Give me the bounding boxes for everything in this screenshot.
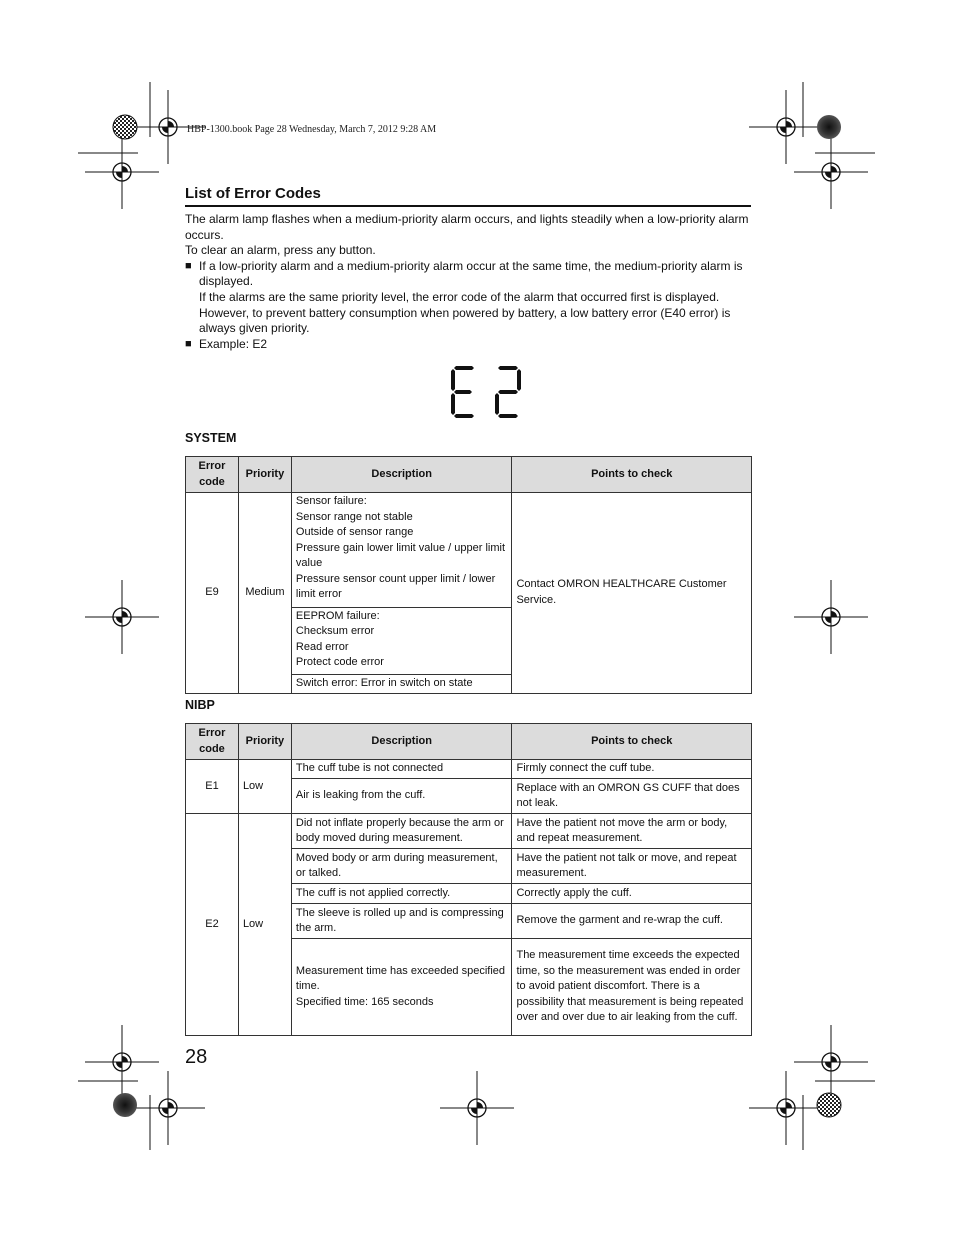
description-cell: Sensor failure: Sensor range not stable Outside of sensor range Pressure gain lower limit value / upper limit value Pressure sensor count upper limit / lower limit error (291, 493, 512, 608)
registration-mark-icon (749, 1071, 823, 1145)
intro-paragraph-2: To clear an alarm, press any button. (185, 243, 376, 258)
col-header-points: Points to check (512, 724, 752, 760)
description-cell: Air is leaking from the cuff. (291, 779, 512, 814)
description-cell: EEPROM failure: Checksum error Read error Protect code error (291, 607, 512, 674)
description-cell: Measurement time has exceeded specified time. Specified time: 165 seconds (291, 939, 512, 1036)
priority-cell: Medium (238, 493, 291, 694)
nibp-heading: NIBP (185, 698, 215, 712)
col-header-description: Description (291, 457, 512, 493)
bullet-priority-line-2: If the alarms are the same priority level, the error code of the alarm that occurred first is displayed. However, to prevent battery consumption when powered by battery, a low battery error (E40 error) is always given priority. (199, 289, 731, 336)
registration-mark-icon (85, 580, 159, 654)
description-cell: Switch error: Error in switch on state (291, 674, 512, 693)
system-heading: SYSTEM (185, 431, 237, 445)
error-code-cell: E9 (186, 493, 239, 694)
registration-mark-icon (440, 1071, 514, 1145)
points-cell: Have the patient not talk or move, and repeat measurement. (512, 849, 752, 884)
description-cell: The cuff tube is not connected (291, 760, 512, 779)
col-header-error-code: Error code (186, 724, 239, 760)
points-cell: Have the patient not move the arm or body, and repeat measurement. (512, 814, 752, 849)
col-header-priority: Priority (238, 457, 291, 493)
bullet-square-icon: ■ (185, 337, 192, 350)
star-target-icon (113, 115, 137, 139)
print-header: HBP-1300.book Page 28 Wednesday, March 7, 2012 9:28 AM (187, 124, 437, 135)
col-header-error-code: Error code (186, 457, 239, 493)
registration-mark-icon (131, 90, 205, 164)
priority-cell: Low (238, 760, 291, 814)
registration-mark-icon (85, 1025, 159, 1099)
points-cell: Correctly apply the cuff. (512, 884, 752, 904)
bullet-priority-line-1: If a low-priority alarm and a medium-priority alarm occur at the same time, the medium-priority alarm is displayed. (199, 258, 743, 289)
error-code-cell: E2 (186, 814, 239, 1036)
intro-paragraph-1: The alarm lamp flashes when a medium-priority alarm occurs, and lights steadily when a low-priority alarm occurs. (185, 212, 749, 242)
description-cell: Moved body or arm during measurement, or talked. (291, 849, 512, 884)
bullet-example-text: Example: E2 (199, 336, 268, 351)
points-cell: Remove the garment and re-wrap the cuff. (512, 904, 752, 939)
registration-mark-icon (794, 135, 868, 209)
description-cell: Did not inflate properly because the arm or body moved during measurement. (291, 814, 512, 849)
star-target-icon (817, 1093, 841, 1117)
page-number: 28 (185, 1046, 208, 1068)
col-header-points: Points to check (512, 457, 752, 493)
section-title: List of Error Codes (185, 185, 321, 202)
bullet-square-icon: ■ (185, 259, 192, 272)
error-code-cell: E1 (186, 760, 239, 814)
registration-mark-icon (749, 90, 823, 164)
points-cell: Replace with an OMRON GS CUFF that does not leak. (512, 779, 752, 814)
col-header-priority: Priority (238, 724, 291, 760)
description-cell: The sleeve is rolled up and is compressing the arm. (291, 904, 512, 939)
points-cell: The measurement time exceeds the expected time, so the measurement was ended in order to avoid patient discomfort. There is a possibility that measurement is being repeated over and over due to air leaking from the cuff. (512, 939, 752, 1036)
corner-crop-lines (78, 82, 875, 1150)
gray-dot-icon (113, 1093, 137, 1117)
description-cell: The cuff is not applied correctly. (291, 884, 512, 904)
registration-mark-icon (794, 1025, 868, 1099)
gray-dot-icon (817, 115, 841, 139)
registration-mark-icon (85, 135, 159, 209)
registration-mark-icon (131, 1071, 205, 1145)
registration-mark-icon (794, 580, 868, 654)
col-header-description: Description (291, 724, 512, 760)
points-cell: Firmly connect the cuff tube. (512, 760, 752, 779)
points-cell: Contact OMRON HEALTHCARE Customer Service. (512, 493, 752, 694)
priority-cell: Low (238, 814, 291, 1036)
